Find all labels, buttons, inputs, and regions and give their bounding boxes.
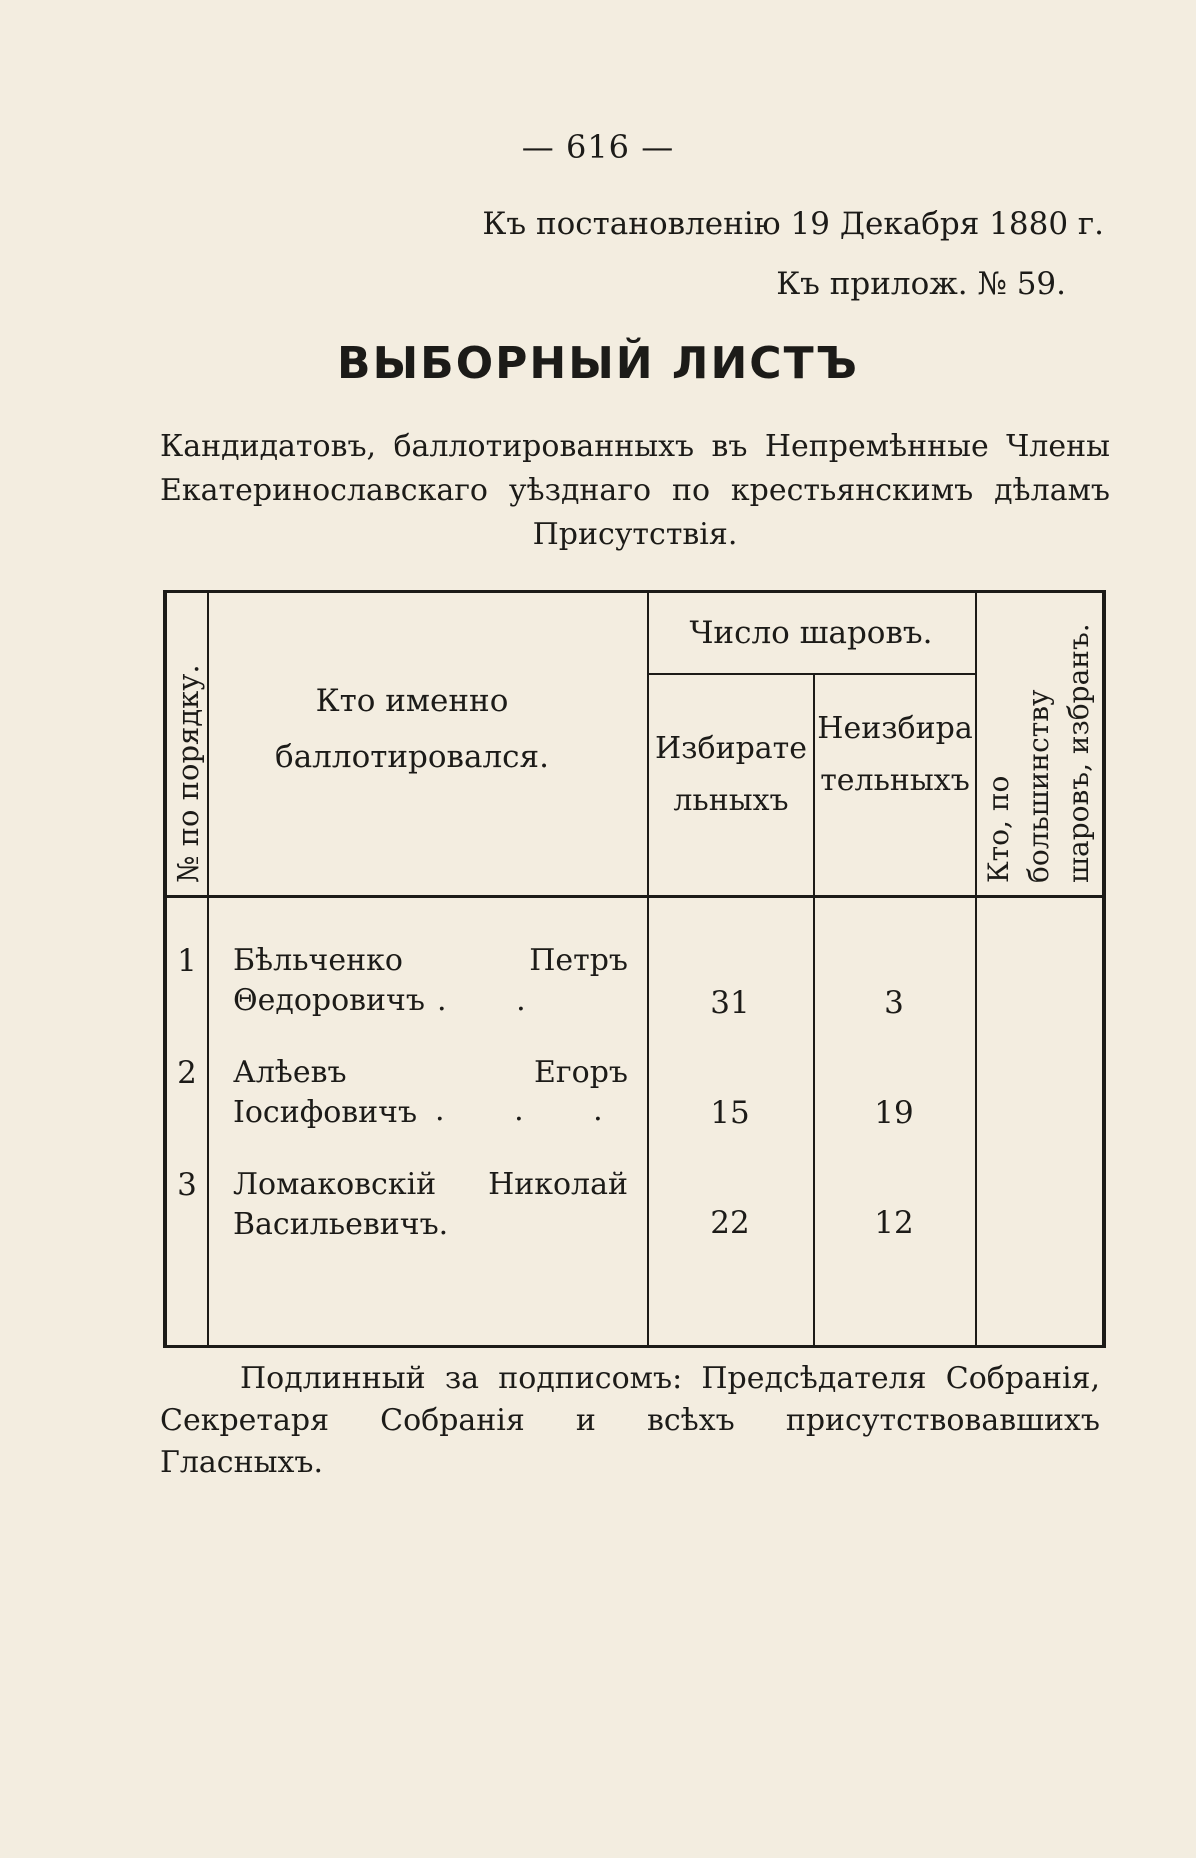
document-title: ВЫБОРНЫЙ ЛИСТЪ (337, 338, 859, 389)
signature-note: Подлинный за подписомъ: Предсѣдателя Собранія, Секретаря Собранія и всѣхъ присутствовавшихъ Гласныхъ. (160, 1361, 1100, 1480)
row-3-elective: 22 (710, 1205, 750, 1241)
row-1-nonelective: 3 (884, 985, 904, 1021)
row-2-nonelective: 19 (874, 1095, 914, 1131)
row-1-elective: 31 (710, 985, 750, 1021)
row-3-nonelective: 12 (874, 1205, 914, 1241)
row-1-dots: . . (437, 983, 556, 1018)
header-balls: Число шаровъ. (689, 615, 933, 651)
header-chosen-text: Кто, по большинству шаровъ, избранъ. (982, 623, 1095, 883)
header-elective-text: Избирательныхъ (654, 731, 808, 818)
row-2-number: 2 (177, 1055, 197, 1091)
header-name: Кто именно баллотировался. (275, 683, 549, 775)
header-chosen (979, 598, 1099, 883)
header-order: № по порядку. (171, 664, 205, 883)
row-2-name: Алѣевъ Егоръ Іосифовичъ (233, 1055, 628, 1130)
row-1-name: Бѣльченко Петръ Θедоровичъ (233, 943, 628, 1018)
header-nonelective (815, 703, 975, 807)
row-3-name: Ломаковскій Николай Васильевичъ. (233, 1167, 628, 1242)
header-divider (167, 895, 1102, 898)
reference-line-decree: Къ постановленію 19 Декабря 1880 г. (482, 206, 1104, 242)
header-elective (649, 723, 813, 827)
row-1-number: 1 (177, 943, 197, 979)
ballot-table (163, 590, 1106, 1348)
table-bottom-border (167, 1345, 1102, 1348)
row-2-elective: 15 (710, 1095, 750, 1131)
header-nonelective-text: Неизбирательныхъ (817, 711, 973, 798)
row-2-dots: . . . (435, 1093, 633, 1128)
reference-line-appendix: Къ прилож. № 59. (776, 266, 1066, 302)
col-divider-order (207, 593, 209, 1348)
page-number: — 616 — (521, 128, 675, 166)
col-divider-chosen (975, 593, 977, 1348)
document-subtitle: Кандидатовъ, баллотированныхъ въ Непремѣнные Члены Екатеринославскаго уѣзднаго по крестьянскимъ дѣламъ Присутствія. (160, 429, 1110, 552)
subheader-divider (647, 673, 975, 675)
row-3-number: 3 (177, 1167, 197, 1203)
